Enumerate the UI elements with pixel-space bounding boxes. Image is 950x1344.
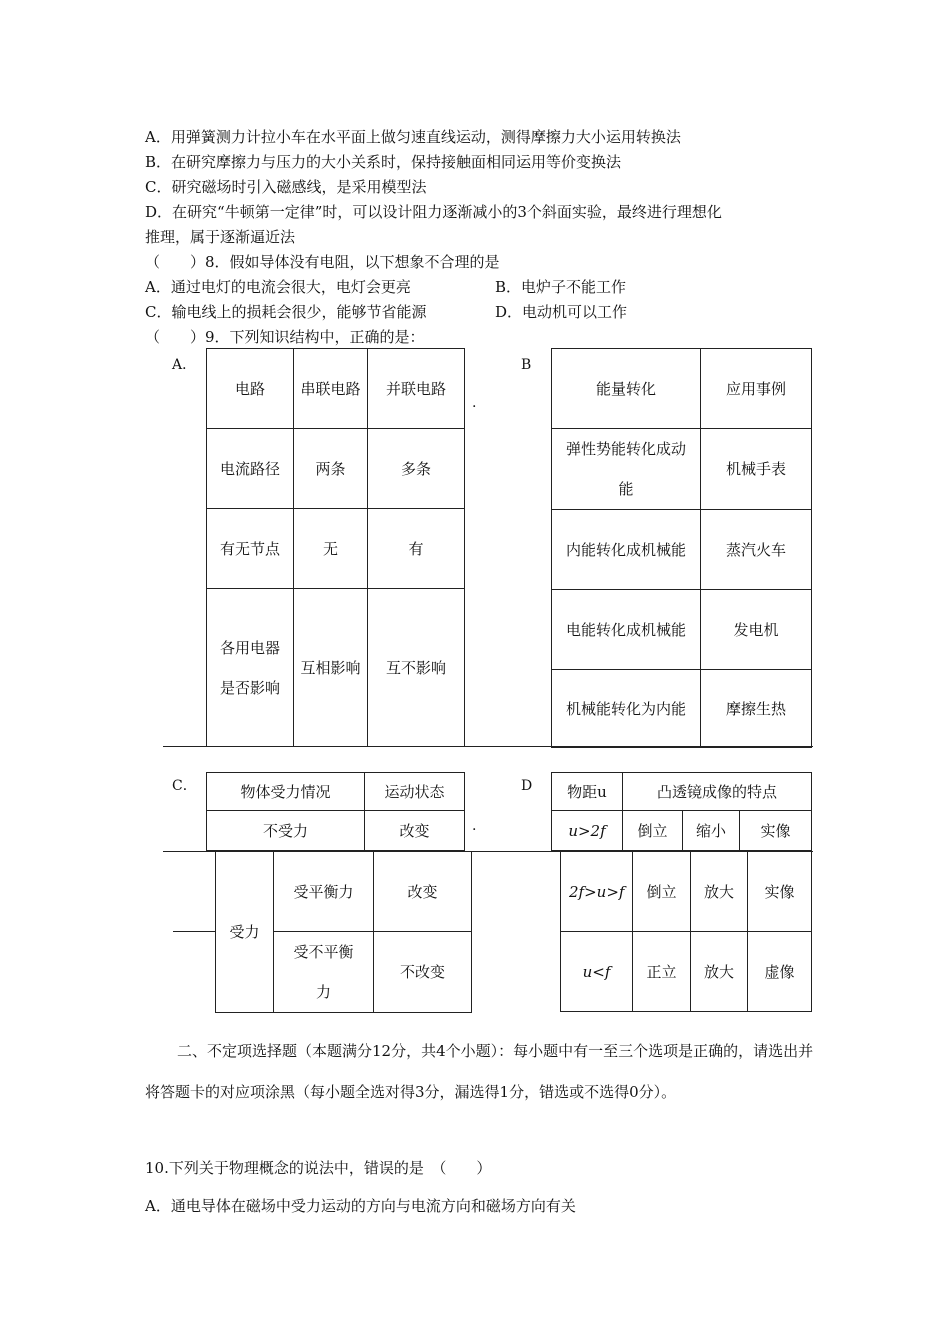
table-d-cell: 正立 (633, 932, 691, 1012)
table-a-cell: 多条 (368, 429, 465, 509)
q8-option-d: D．电动机可以工作 (495, 303, 628, 321)
table-c-header: 物体受力情况 (207, 773, 365, 811)
table-a-cell: 互不影响 (368, 589, 465, 747)
table-c-cell: 不改变 (374, 932, 472, 1013)
table-d-cell: 实像 (740, 811, 812, 851)
table-c-bottom (215, 851, 472, 1013)
q8-stem: （ ）8．假如导体没有电阻，以下想象不合理的是 (145, 253, 500, 271)
table-d-cell: 虚像 (748, 932, 812, 1012)
q8-option-a: A．通过电灯的电流会很大，电灯会更亮 (145, 278, 411, 296)
table-b-cell: 内能转化成机械能 (552, 510, 701, 590)
table-a-cell: 无 (294, 509, 368, 589)
table-d-cell: 倒立 (623, 811, 683, 851)
table-a-cell: 有 (368, 509, 465, 589)
table-c-group: 受力 (216, 852, 274, 1013)
table-b-cell: 机械手表 (701, 429, 812, 510)
table-a-header: 电路 (207, 349, 294, 429)
table-c-cell: 改变 (374, 852, 472, 932)
table-c-cell: 受不平衡力 (274, 932, 374, 1013)
table-d-cell: 实像 (748, 852, 812, 932)
table-a-header: 串联电路 (294, 349, 368, 429)
q7-option-c: C．研究磁场时引入磁感线，是采用模型法 (145, 178, 427, 196)
table-c-cell: 不受力 (207, 811, 365, 851)
table-d-cell: u>2f (552, 811, 623, 851)
table-a-cell: 各用电器是否影响 (207, 589, 294, 747)
divider-line (163, 746, 813, 747)
q7-option-b: B．在研究摩擦力与压力的大小关系时，保持接触面相同运用等价变换法 (145, 153, 622, 171)
divider-stub (173, 931, 215, 932)
table-b-energy (551, 348, 812, 748)
table-d-header: 凸透镜成像的特点 (623, 773, 812, 811)
table-d-cell: 倒立 (633, 852, 691, 932)
label-d: D (521, 778, 533, 794)
table-a-cell: 互相影响 (294, 589, 368, 747)
q7-option-a: A．用弹簧测力计拉小车在水平面上做匀速直线运动，测得摩擦力大小运用转换法 (145, 128, 681, 146)
table-b-cell: 弹性势能转化成动能 (552, 429, 701, 510)
table-c-top (206, 772, 465, 851)
section-2-intro: 二、不定项选择题（本题满分12分，共4个小题）：每小题中有一至三个选项是正确的，请选出并将答题卡的对应项涂黑（每小题全选对得3分，漏选得1分，错选或不选得0分）。 (145, 1042, 814, 1101)
table-b-cell: 电能转化成机械能 (552, 590, 701, 670)
table-d-top (551, 772, 812, 851)
table-c-cell: 改变 (365, 811, 465, 851)
label-a: A． (172, 357, 197, 373)
q9-stem: （ ）9．下列知识结构中，正确的是： (145, 328, 425, 346)
label-b: B (521, 357, 532, 373)
table-b-header: 应用事例 (701, 349, 812, 429)
table-d-bottom (560, 851, 812, 1012)
table-b-cell: 摩擦生热 (701, 670, 812, 748)
label-c: C． (172, 778, 197, 794)
q10-stem: 10.下列关于物理概念的说法中，错误的是 （ ） (145, 1159, 492, 1177)
q8-option-b: B．电炉子不能工作 (495, 278, 627, 296)
table-d-cell: u<f (561, 932, 633, 1012)
q8-option-c: C．输电线上的损耗会很少，能够节省能源 (145, 303, 427, 321)
table-d-cell: 2f>u>f (561, 852, 633, 932)
table-d-cell: 放大 (691, 852, 748, 932)
table-d-cell: 缩小 (683, 811, 740, 851)
q7-option-d-cont: 推理，属于逐渐逼近法 (145, 228, 296, 246)
table-a-header: 并联电路 (368, 349, 465, 429)
table-d-cell: 放大 (691, 932, 748, 1012)
dot-c: . (472, 818, 477, 834)
q10-option-a: A．通电导体在磁场中受力运动的方向与电流方向和磁场方向有关 (145, 1197, 576, 1215)
table-b-cell: 蒸汽火车 (701, 510, 812, 590)
table-a-cell: 两条 (294, 429, 368, 509)
table-d-header: 物距u (552, 773, 623, 811)
table-b-cell: 机械能转化为内能 (552, 670, 701, 748)
q7-option-d: D．在研究“牛顿第一定律”时，可以设计阻力逐渐减小的3个斜面实验，最终进行理想化 (145, 203, 722, 221)
table-c-header: 运动状态 (365, 773, 465, 811)
table-b-header: 能量转化 (552, 349, 701, 429)
table-a-cell: 电流路径 (207, 429, 294, 509)
dot-a: . (472, 395, 477, 411)
table-a-cell: 有无节点 (207, 509, 294, 589)
table-b-cell: 发电机 (701, 590, 812, 670)
table-c-cell: 受平衡力 (274, 852, 374, 932)
table-a-circuits (206, 348, 465, 747)
